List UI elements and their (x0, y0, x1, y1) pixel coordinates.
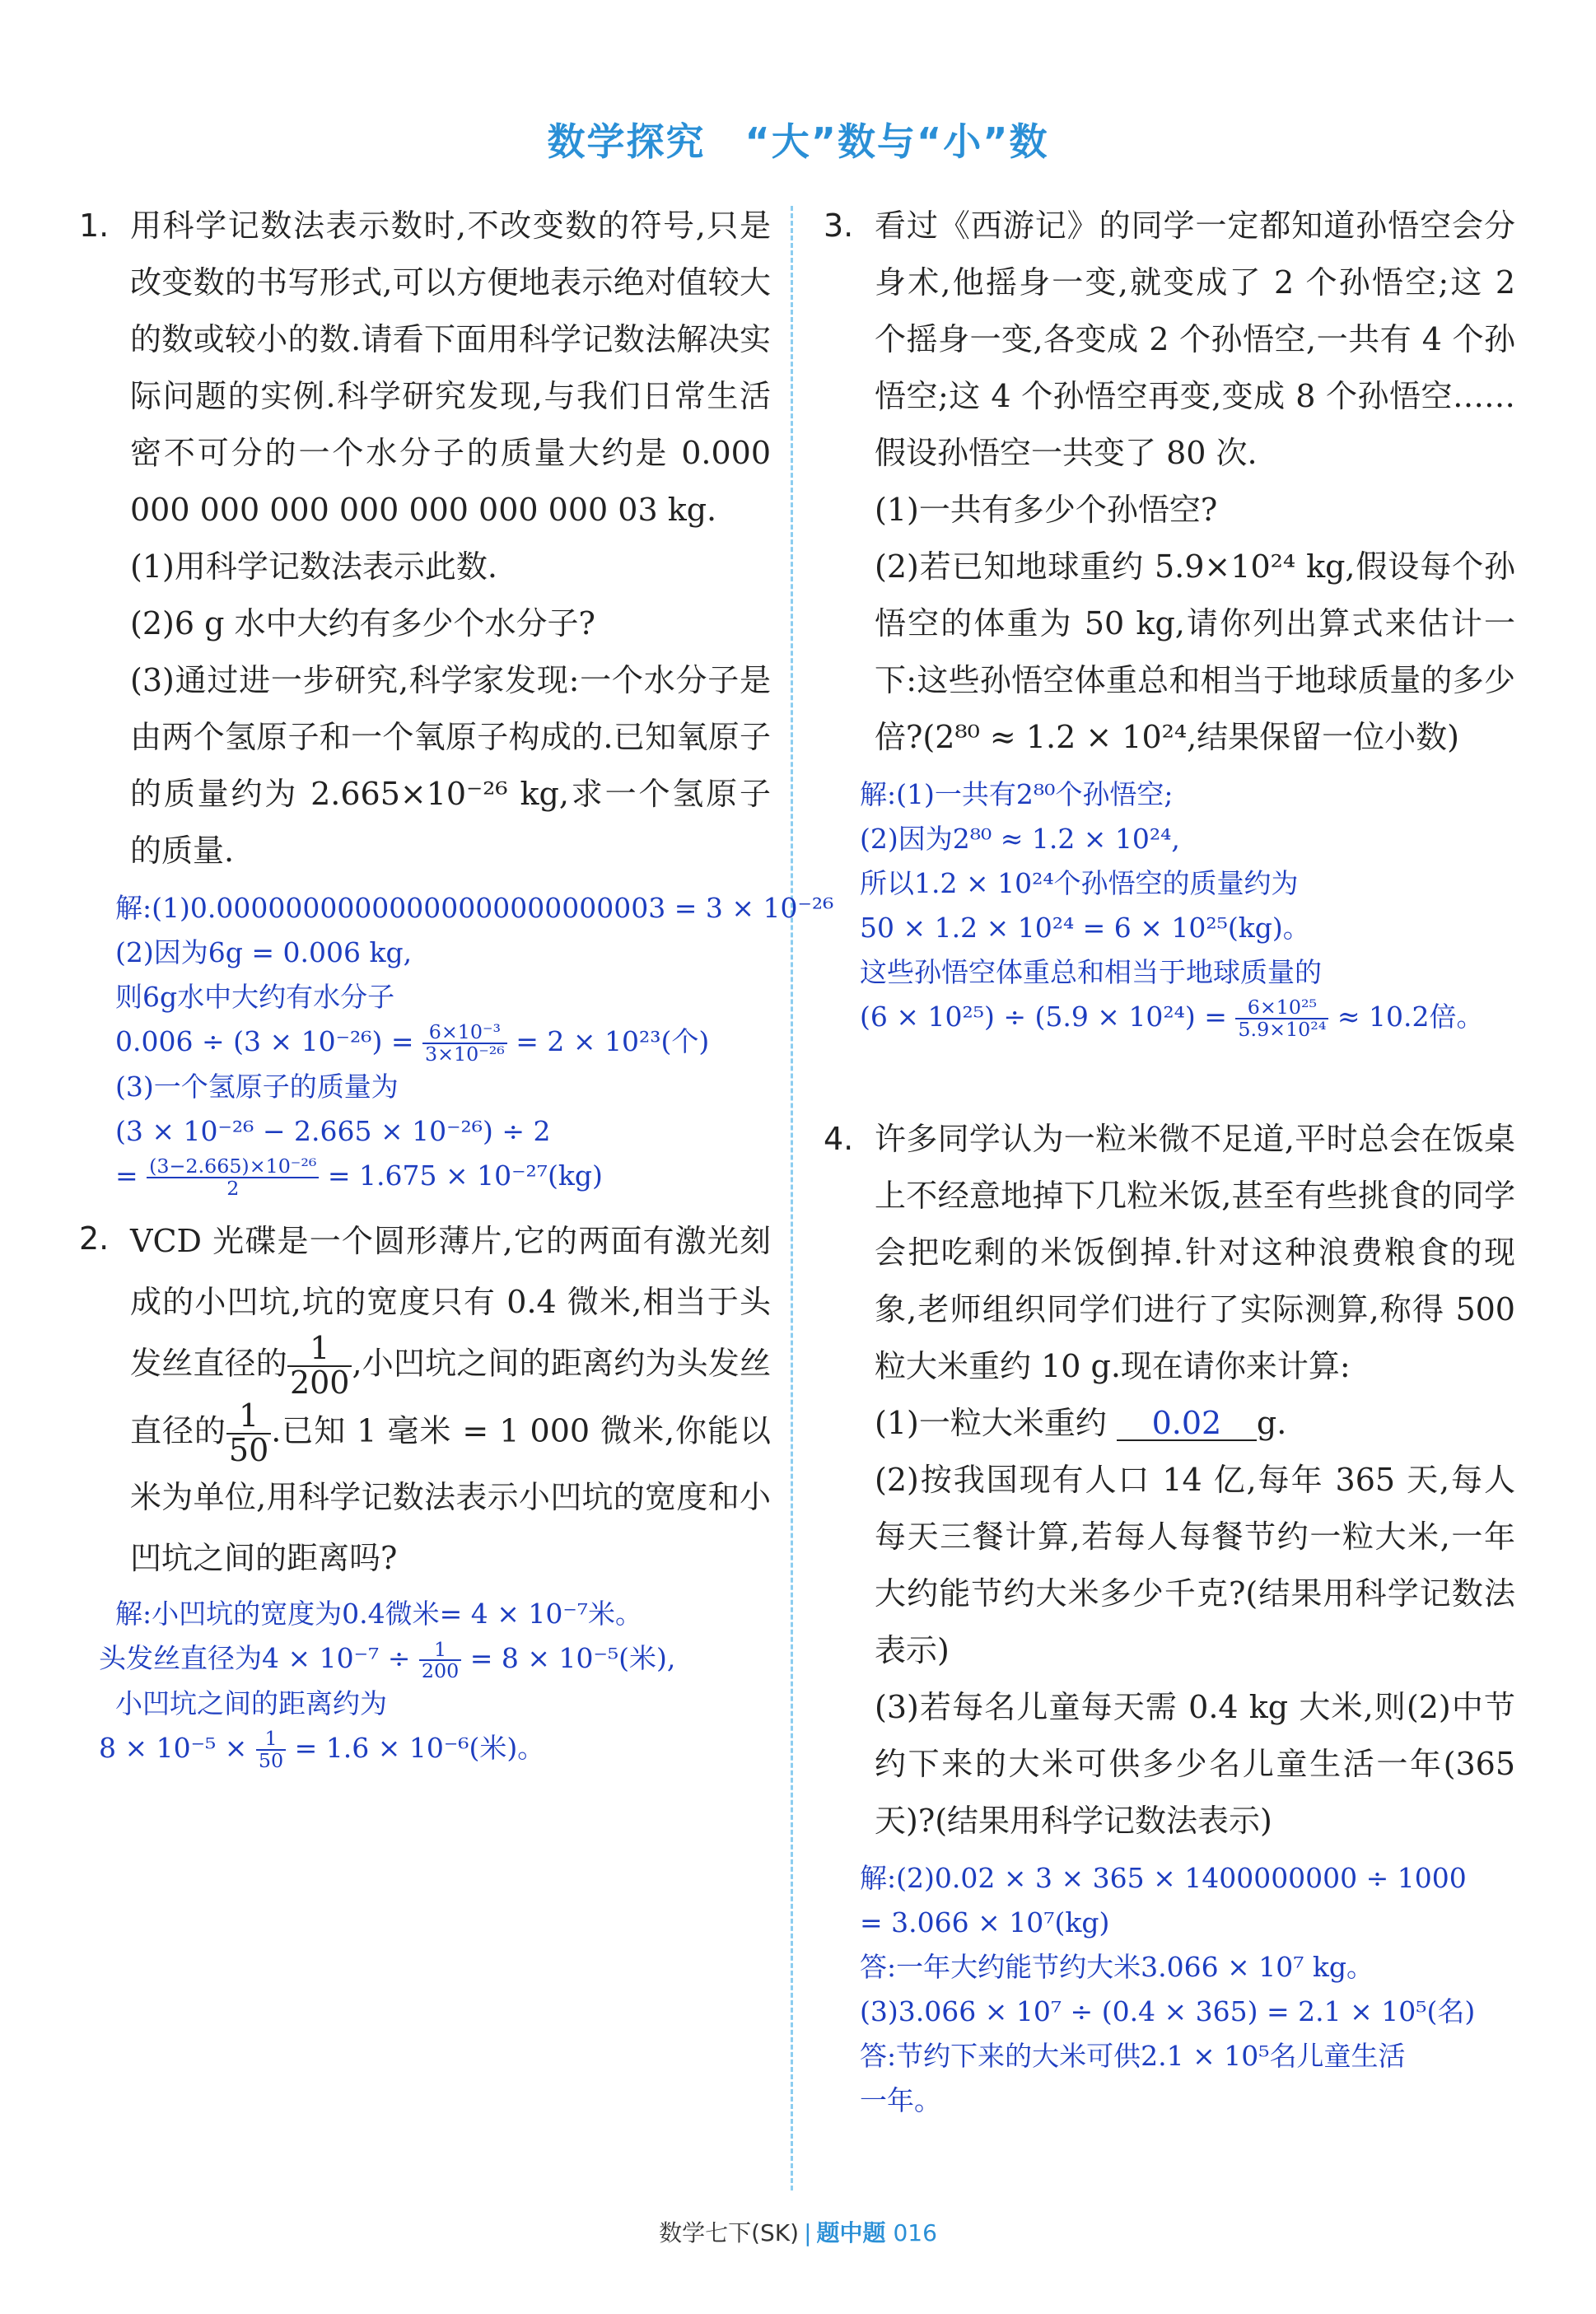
problem-stem: VCD 光碟是一个圆形薄片,它的两面有激光刻成的小凹坑,坑的宽度只有 0.4 微米,相当于头发丝直径的 (130, 1222, 771, 1382)
denominator: 200 (421, 1659, 460, 1683)
denominator: 3×10⁻²⁶ (424, 1043, 505, 1066)
answer-blank: 0.02 (1117, 1407, 1257, 1441)
numerator: 1 (256, 1729, 286, 1751)
problem-2 (79, 1211, 771, 1589)
problem-stem: .已知 1 毫米 = 1 000 微米,你能以米为单位,用科学记数法表示小凹坑的宽度和小凹坑之间的距离吗? (130, 1412, 771, 1577)
numerator: 1 (287, 1332, 352, 1367)
expression: = (115, 1159, 138, 1192)
problem-stem: 看过《西游记》的同学一定都知道孙悟空会分身术,他摇身一变,就变成了 2 个孙悟空;这 2 个摇身一变,各变成 2 个孙悟空,一共有 4 个孙悟空;这 4 个孙悟空再变,变成 8 个孙悟空……假设孙悟空一共变了 80 次. (875, 208, 1515, 471)
problem-stem: 许多同学认为一粒米微不足道,平时总会在饭桌上不经意地掉下几粒米饭,甚至有些挑食的同学会把吃剩的米饭倒掉.针对这种浪费粮食的现象,老师组织同学们进行了实际测算,称得 500 粒大米重约 10 g.现在请你来计算: (875, 1120, 1515, 1384)
left-column (79, 198, 834, 1773)
fraction (287, 1329, 352, 1401)
expression: 0.006 ÷ (3 × 10⁻²⁶) = (115, 1025, 414, 1057)
denominator: 50 (228, 1431, 269, 1468)
solution-line: 解:(2)0.02 × 3 × 365 × 1400000000 ÷ 1000 (860, 1861, 1467, 1894)
solution-line: (3)3.066 × 10⁷ ÷ (0.4 × 365) = 2.1 × 10⁵(名) (860, 1994, 1476, 2027)
expression: 头发丝直径为4 × 10⁻⁷ ÷ (99, 1642, 411, 1675)
problem-text (130, 1211, 771, 1589)
solution-line: 答:节约下来的大米可供2.1 × 10⁵名儿童生活 (860, 2039, 1406, 2072)
question-1 (875, 1395, 1515, 1452)
fraction (419, 1637, 461, 1683)
solution-3 (860, 772, 1515, 1040)
denominator: 5.9×10²⁴ (1238, 1018, 1327, 1041)
question-2: (2)6 g 水中大约有多少个水分子? (130, 605, 595, 641)
expression: 8 × 10⁻⁵ × (99, 1732, 248, 1765)
solution-line: 则6g水中大约有水分子 (115, 981, 395, 1013)
solution-line: 50 × 1.2 × 10²⁴ = 6 × 10²⁵(kg)。 (860, 912, 1310, 944)
problem-text (875, 1111, 1515, 1850)
solution-line (115, 1154, 771, 1199)
problem-4 (824, 1111, 1515, 1850)
solution-line (860, 995, 1515, 1040)
solution-line: 这些孙悟空体重总和相当于地球质量的 (860, 956, 1322, 988)
solution-line: (2)因为6g = 0.006 kg, (115, 936, 413, 968)
right-column (824, 198, 1515, 2123)
fraction (147, 1156, 319, 1199)
solution-line (99, 1726, 771, 1771)
solution-line: 小凹坑之间的距离约为 (115, 1687, 387, 1720)
expression: = 1.6 × 10⁻⁶(米)。 (294, 1732, 545, 1765)
expression: = 1.675 × 10⁻²⁷(kg) (327, 1159, 603, 1192)
brand-label: 题中题 (816, 2219, 886, 2246)
solution-line: 解:(1)一共有2⁸⁰个孙悟空; (860, 778, 1174, 810)
solution-line: 所以1.2 × 10²⁴个孙悟空的质量约为 (860, 867, 1299, 899)
numerator: 6×10²⁵ (1235, 997, 1328, 1019)
solution-1 (115, 886, 834, 1200)
denominator: 200 (289, 1364, 350, 1401)
numerator: 1 (419, 1640, 461, 1662)
solution-line: (3)一个氢原子的质量为 (115, 1070, 399, 1103)
column-divider (791, 206, 793, 2190)
solution-line: 答:一年大约能节约大米3.066 × 10⁷ kg。 (860, 1950, 1374, 1983)
fraction (256, 1729, 286, 1771)
solution-line (115, 1019, 771, 1065)
fraction (1235, 997, 1328, 1040)
book-label: 数学七下(SK) (659, 2219, 800, 2246)
page-footer (0, 2215, 1596, 2248)
solution-line: 解:小凹坑的宽度为0.4微米= 4 × 10⁻⁷米。 (115, 1598, 643, 1631)
numerator: 1 (226, 1400, 271, 1435)
solution-line: (3 × 10⁻²⁶ − 2.665 × 10⁻²⁶) ÷ 2 (115, 1114, 551, 1147)
problem-text (130, 198, 771, 879)
problem-number: 4. (824, 1120, 854, 1157)
question-1-text: (1)一粒大米重约 (875, 1404, 1107, 1441)
question-1: (1)用科学记数法表示此数. (130, 548, 497, 585)
expression: = 2 × 10²³(个) (516, 1025, 710, 1057)
question-3: (3)通过进一步研究,科学家发现:一个水分子是由两个氢原子和一个氧原子构成的.已知氧原子的质量约为 2.665×10⁻²⁶ kg,求一个氢原子的质量. (130, 662, 771, 869)
fraction (226, 1397, 271, 1468)
solution-2 (99, 1592, 771, 1773)
problem-text (875, 198, 1515, 766)
expression: = 8 × 10⁻⁵(米), (469, 1642, 676, 1675)
page-title: 数学探究 “大”数与“小”数 (547, 119, 1049, 164)
solution-4 (860, 1856, 1515, 2123)
numerator: 6×10⁻³ (422, 1022, 507, 1044)
solution-line: 解:(1)0.00000000000000000000000003 = 3 × 10⁻²⁶ (115, 892, 834, 924)
problem-stem: 用科学记数法表示数时,不改变数的符号,只是改变数的书写形式,可以方便地表示绝对值较大的数或较小的数.请看下面用科学记数法解决实际问题的实例.科学研究发现,与我们日常生活密不可分的一个水分子的质量大约是 0.000 000 000 000 000 000 000 000 03 kg. (130, 208, 771, 528)
problem-number: 2. (79, 1220, 110, 1257)
numerator: (3−2.665)×10⁻²⁶ (147, 1156, 319, 1178)
problem-number: 3. (824, 208, 854, 244)
denominator: 50 (258, 1749, 284, 1773)
problem-number: 1. (79, 208, 110, 244)
problem-1 (79, 198, 771, 879)
solution-line (99, 1636, 771, 1682)
page-number: 016 (893, 2219, 937, 2246)
problem-3 (824, 198, 1515, 766)
question-2: (2)若已知地球重约 5.9×10²⁴ kg,假设每个孙悟空的体重为 50 kg,请你列出算式来估计一下:这些孙悟空体重总和相当于地球质量的多少倍?(2⁸⁰ ≈ 1.2 × 10²⁴,结果保留一位小数) (875, 548, 1515, 755)
problem-stem: ,小凹坑之间的距离约为头发丝直径的 (130, 1345, 771, 1449)
denominator: 2 (226, 1176, 240, 1200)
expression: ≈ 10.2倍。 (1337, 1001, 1484, 1033)
question-2: (2)按我国现有人口 14 亿,每年 365 天,每人每天三餐计算,若每人每餐节约一粒大米,一年大约能节约大米多少千克?(结果用科学记数法表示) (875, 1461, 1515, 1668)
question-1: (1)一共有多少个孙悟空? (875, 492, 1218, 528)
footer-separator: | (804, 2219, 812, 2246)
fraction (422, 1022, 507, 1065)
solution-line: = 3.066 × 10⁷(kg) (860, 1906, 1110, 1938)
solution-line: (2)因为2⁸⁰ ≈ 1.2 × 10²⁴, (860, 823, 1180, 855)
question-3: (3)若每名儿童每天需 0.4 kg 大米,则(2)中节约下来的大米可供多少名儿童生活一年(365 天)?(结果用科学记数法表示) (875, 1688, 1515, 1839)
expression: (6 × 10²⁵) ÷ (5.9 × 10²⁴) = (860, 1001, 1227, 1033)
solution-line: 一年。 (860, 2083, 941, 2116)
question-1-unit: g. (1256, 1404, 1287, 1441)
